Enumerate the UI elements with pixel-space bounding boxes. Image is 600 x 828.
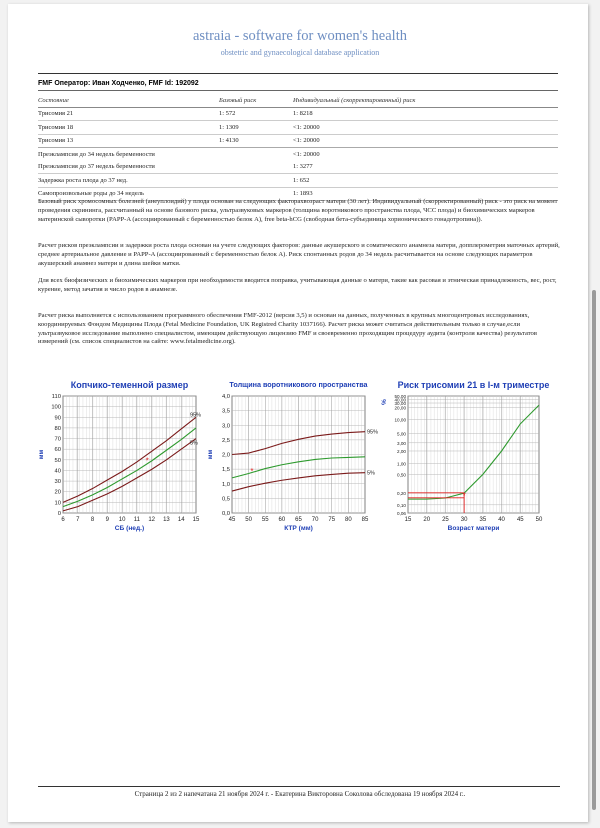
y-tick-label: 4,0: [221, 394, 230, 400]
paragraph-software: Расчет риска выполняется с использованием программного обеспечения FMF-2012 (версия 3,5) и основан на данных, полученных в крупных многоцентровых исследованиях, координируемых Фондом Медицины Плода (Fetal Medicine Foundation, UK Registred Charity 1037166). Расчет риска может считаться действительным только в случае,если ультразвуковое исследование выполнено специалистом, имеющим действующую лицензию FMF и своевременно проходящим процедуру аудита (контроля качества) результатов измерений (см. список специалистов на сайте: www.fetalmedicine.org).: [38, 312, 537, 346]
x-tick-label: 80: [345, 517, 352, 523]
paragraph-preeclampsia: Расчет рисков преэклампсии и задержки роста плода основан на учете следующих факторов: данные акушерского и соматического анамнеза матери, допплерометрия маточных артерий, среднее артериальное давление и PAPP-A (ассоциированный с беременностью белок A). Риск спонтанных родов до 34 недель расчитывается на основе следующих параметров акушерский анамнез матери и длина шейки матки.: [38, 242, 560, 267]
x-tick-label: 55: [261, 517, 269, 523]
operator-line: FMF Оператор: Иван Ходченко, FMF Id: 192092: [38, 80, 199, 87]
x-tick-label: 11: [133, 517, 141, 523]
series-label: 95%: [367, 429, 379, 436]
x-tick-label: 85: [361, 517, 369, 523]
condition-cell: Самопроизвольные роды до 34 недель: [38, 187, 219, 201]
y-tick-label: 0,50: [397, 472, 406, 478]
patient-marker: *: [250, 466, 254, 476]
col-header-base-risk: Базовый риск: [219, 94, 293, 107]
base-risk-cell: 1: 572: [219, 107, 293, 121]
y-tick-label: 100: [51, 404, 61, 411]
risk-table-header: [38, 94, 558, 107]
individual-risk-cell: <1: 20000: [293, 121, 558, 135]
y-tick-label: 0,20: [397, 491, 406, 497]
header-subtitle: obstetric and gynaecological database application: [220, 48, 380, 57]
individual-risk-cell: 1: 1893: [293, 187, 558, 201]
patient-marker: *: [462, 491, 466, 501]
condition-cell: Трисомия 13: [38, 137, 74, 145]
y-tick-label: 0,5: [221, 496, 230, 503]
footer-text: Страница 2 из 2 напечатана 21 ноября 2024 г. - Екатерина Викторовна Соколова обследована 19 ноября 2024 г..: [134, 790, 466, 798]
series-label: 95%: [190, 412, 202, 419]
x-axis-label: СБ (нед.): [114, 525, 145, 532]
x-tick-label: 20: [423, 517, 431, 523]
individual-risk-cell: <1: 20000: [293, 137, 320, 145]
y-tick-label: 2,00: [397, 448, 406, 454]
y-tick-label: 5,00: [397, 431, 406, 437]
y-tick-label: 80: [54, 425, 61, 432]
x-axis-label: КТР (мм): [284, 525, 313, 532]
y-tick-label: 3,5: [221, 408, 230, 415]
x-tick-label: 6: [61, 517, 65, 523]
y-tick-label: 10,00: [394, 417, 406, 423]
x-tick-label: 45: [228, 517, 236, 523]
individual-risk-cell: 1: 3277: [293, 161, 558, 174]
individual-risk-cell: 1: 8218: [293, 107, 558, 121]
y-tick-label: 110: [51, 394, 61, 400]
condition-cell: Трисомия 18: [38, 121, 219, 135]
col-header-condition: Состояние: [38, 94, 219, 107]
y-tick-label: 30: [54, 479, 61, 486]
base-risk-cell: [219, 174, 293, 188]
patient-marker: *: [145, 456, 149, 466]
y-tick-label: 20: [54, 489, 61, 496]
y-tick-label: 1,5: [221, 467, 230, 474]
series-label: 5%: [367, 470, 375, 477]
table-row: [38, 174, 558, 188]
condition-cell: Преэклампсия до 37 недель беременности: [38, 161, 219, 174]
condition-cell: Задержка роста плода до 37 нед.: [38, 174, 219, 188]
risk-table: [38, 94, 558, 201]
y-tick-label: 60: [54, 447, 61, 454]
y-tick-label: 50: [54, 457, 61, 464]
x-tick-label: 15: [404, 517, 412, 523]
y-tick-label: 40: [54, 468, 61, 475]
x-tick-label: 40: [498, 517, 505, 523]
condition-cell: Преэклампсия до 34 недель беременности: [38, 148, 219, 161]
y-tick-label: 3,0: [221, 423, 230, 430]
y-tick-label: 50,00: [394, 394, 406, 399]
x-tick-label: 50: [535, 517, 543, 523]
footer-divider: [38, 786, 560, 787]
chart-title: Риск трисомии 21 в I-м триместре: [397, 380, 550, 390]
x-tick-label: 9: [105, 517, 110, 523]
x-tick-label: 12: [148, 517, 156, 523]
x-tick-label: 45: [516, 517, 524, 523]
base-risk-cell: [219, 148, 293, 161]
y-tick-label: 0,0: [221, 511, 230, 517]
y-tick-label: 1,00: [397, 461, 406, 467]
paragraph-corrections: Для всех биофизических и биохимических маркеров при необходимости вводится поправка, учитывающая данные о матери, такие как расовая и этническая принадлежность, вес, рост, курение, метод зачатия и число родов в анамнезе.: [38, 277, 557, 293]
y-axis-label: мм: [207, 449, 214, 460]
chart-title: Копчико-теменной размер: [70, 380, 189, 390]
y-tick-label: 2,0: [221, 452, 230, 459]
y-axis-label: %: [381, 399, 388, 405]
paragraph-base-risk: Базовый риск хромосомных болезней (анеуплоидий) у плода основан на следующих факторахвозраст матери (30 лет). Индивидуальный (скорректированный) риск - это риск на момент проведения скрининга, рассчитанный на основе базового риска, ультразвуковых маркеров (толщина воротникового пространства плода, ЧСС плода) и биохимических маркеров материнской сыворотки (PAPP-A (ассоциированный с беременностью белок А), free beta-hCG (свободная бета-субъединица хорионического гонадотропина)).: [38, 198, 558, 223]
y-tick-label: 90: [54, 415, 61, 422]
y-tick-label: 40,00: [394, 397, 406, 403]
individual-risk-cell: <1: 20000: [293, 148, 558, 161]
y-tick-label: 30,00: [394, 401, 406, 407]
condition-cell: Трисомия 21: [38, 107, 219, 121]
y-tick-label: 0: [57, 511, 61, 517]
y-tick-label: 10: [54, 500, 61, 507]
base-risk-cell: 1: 1309: [219, 121, 293, 135]
y-axis-label: мм: [38, 449, 45, 460]
x-tick-label: 35: [479, 517, 487, 523]
x-tick-label: 14: [177, 517, 185, 523]
base-risk-cell: 1: 4130: [219, 137, 239, 145]
series-label: 5%: [190, 440, 198, 447]
x-tick-label: 50: [245, 517, 252, 523]
y-tick-label: 70: [54, 436, 61, 443]
table-row: [38, 107, 558, 121]
x-tick-label: 60: [278, 517, 286, 523]
y-tick-label: 0,06: [397, 511, 406, 516]
individual-risk-cell: 1: 652: [293, 174, 558, 188]
base-risk-cell: [219, 161, 293, 174]
header-title: astraia - software for women's health: [193, 28, 407, 44]
x-tick-label: 13: [163, 517, 170, 523]
x-tick-label: 10: [118, 517, 126, 523]
x-tick-label: 25: [442, 517, 449, 523]
chart-title: Толщина воротникового пространства: [229, 380, 368, 389]
table-row: [38, 161, 558, 174]
x-tick-label: 75: [328, 517, 336, 523]
x-tick-label: 30: [460, 517, 468, 523]
table-row: [38, 134, 558, 148]
y-tick-label: 0,10: [397, 502, 406, 508]
x-tick-label: 65: [295, 517, 302, 523]
x-tick-label: 8: [90, 517, 95, 523]
y-tick-label: 2,5: [221, 437, 230, 444]
y-tick-label: 20,00: [394, 405, 406, 411]
header-divider: [38, 73, 558, 74]
operator-divider: [38, 90, 558, 91]
y-tick-label: 3,00: [397, 440, 406, 446]
col-header-individual-risk: Индивидуальный (скорректированный) риск: [293, 94, 558, 107]
scrollbar[interactable]: [592, 290, 596, 810]
table-row: [38, 121, 558, 135]
x-tick-label: 15: [192, 517, 200, 523]
x-tick-label: 70: [311, 517, 319, 523]
charts-area: [38, 376, 558, 546]
table-row: [38, 148, 558, 161]
x-tick-label: 7: [76, 517, 80, 523]
x-axis-label: Возраст матери: [447, 525, 500, 532]
y-tick-label: 1,0: [221, 481, 230, 488]
